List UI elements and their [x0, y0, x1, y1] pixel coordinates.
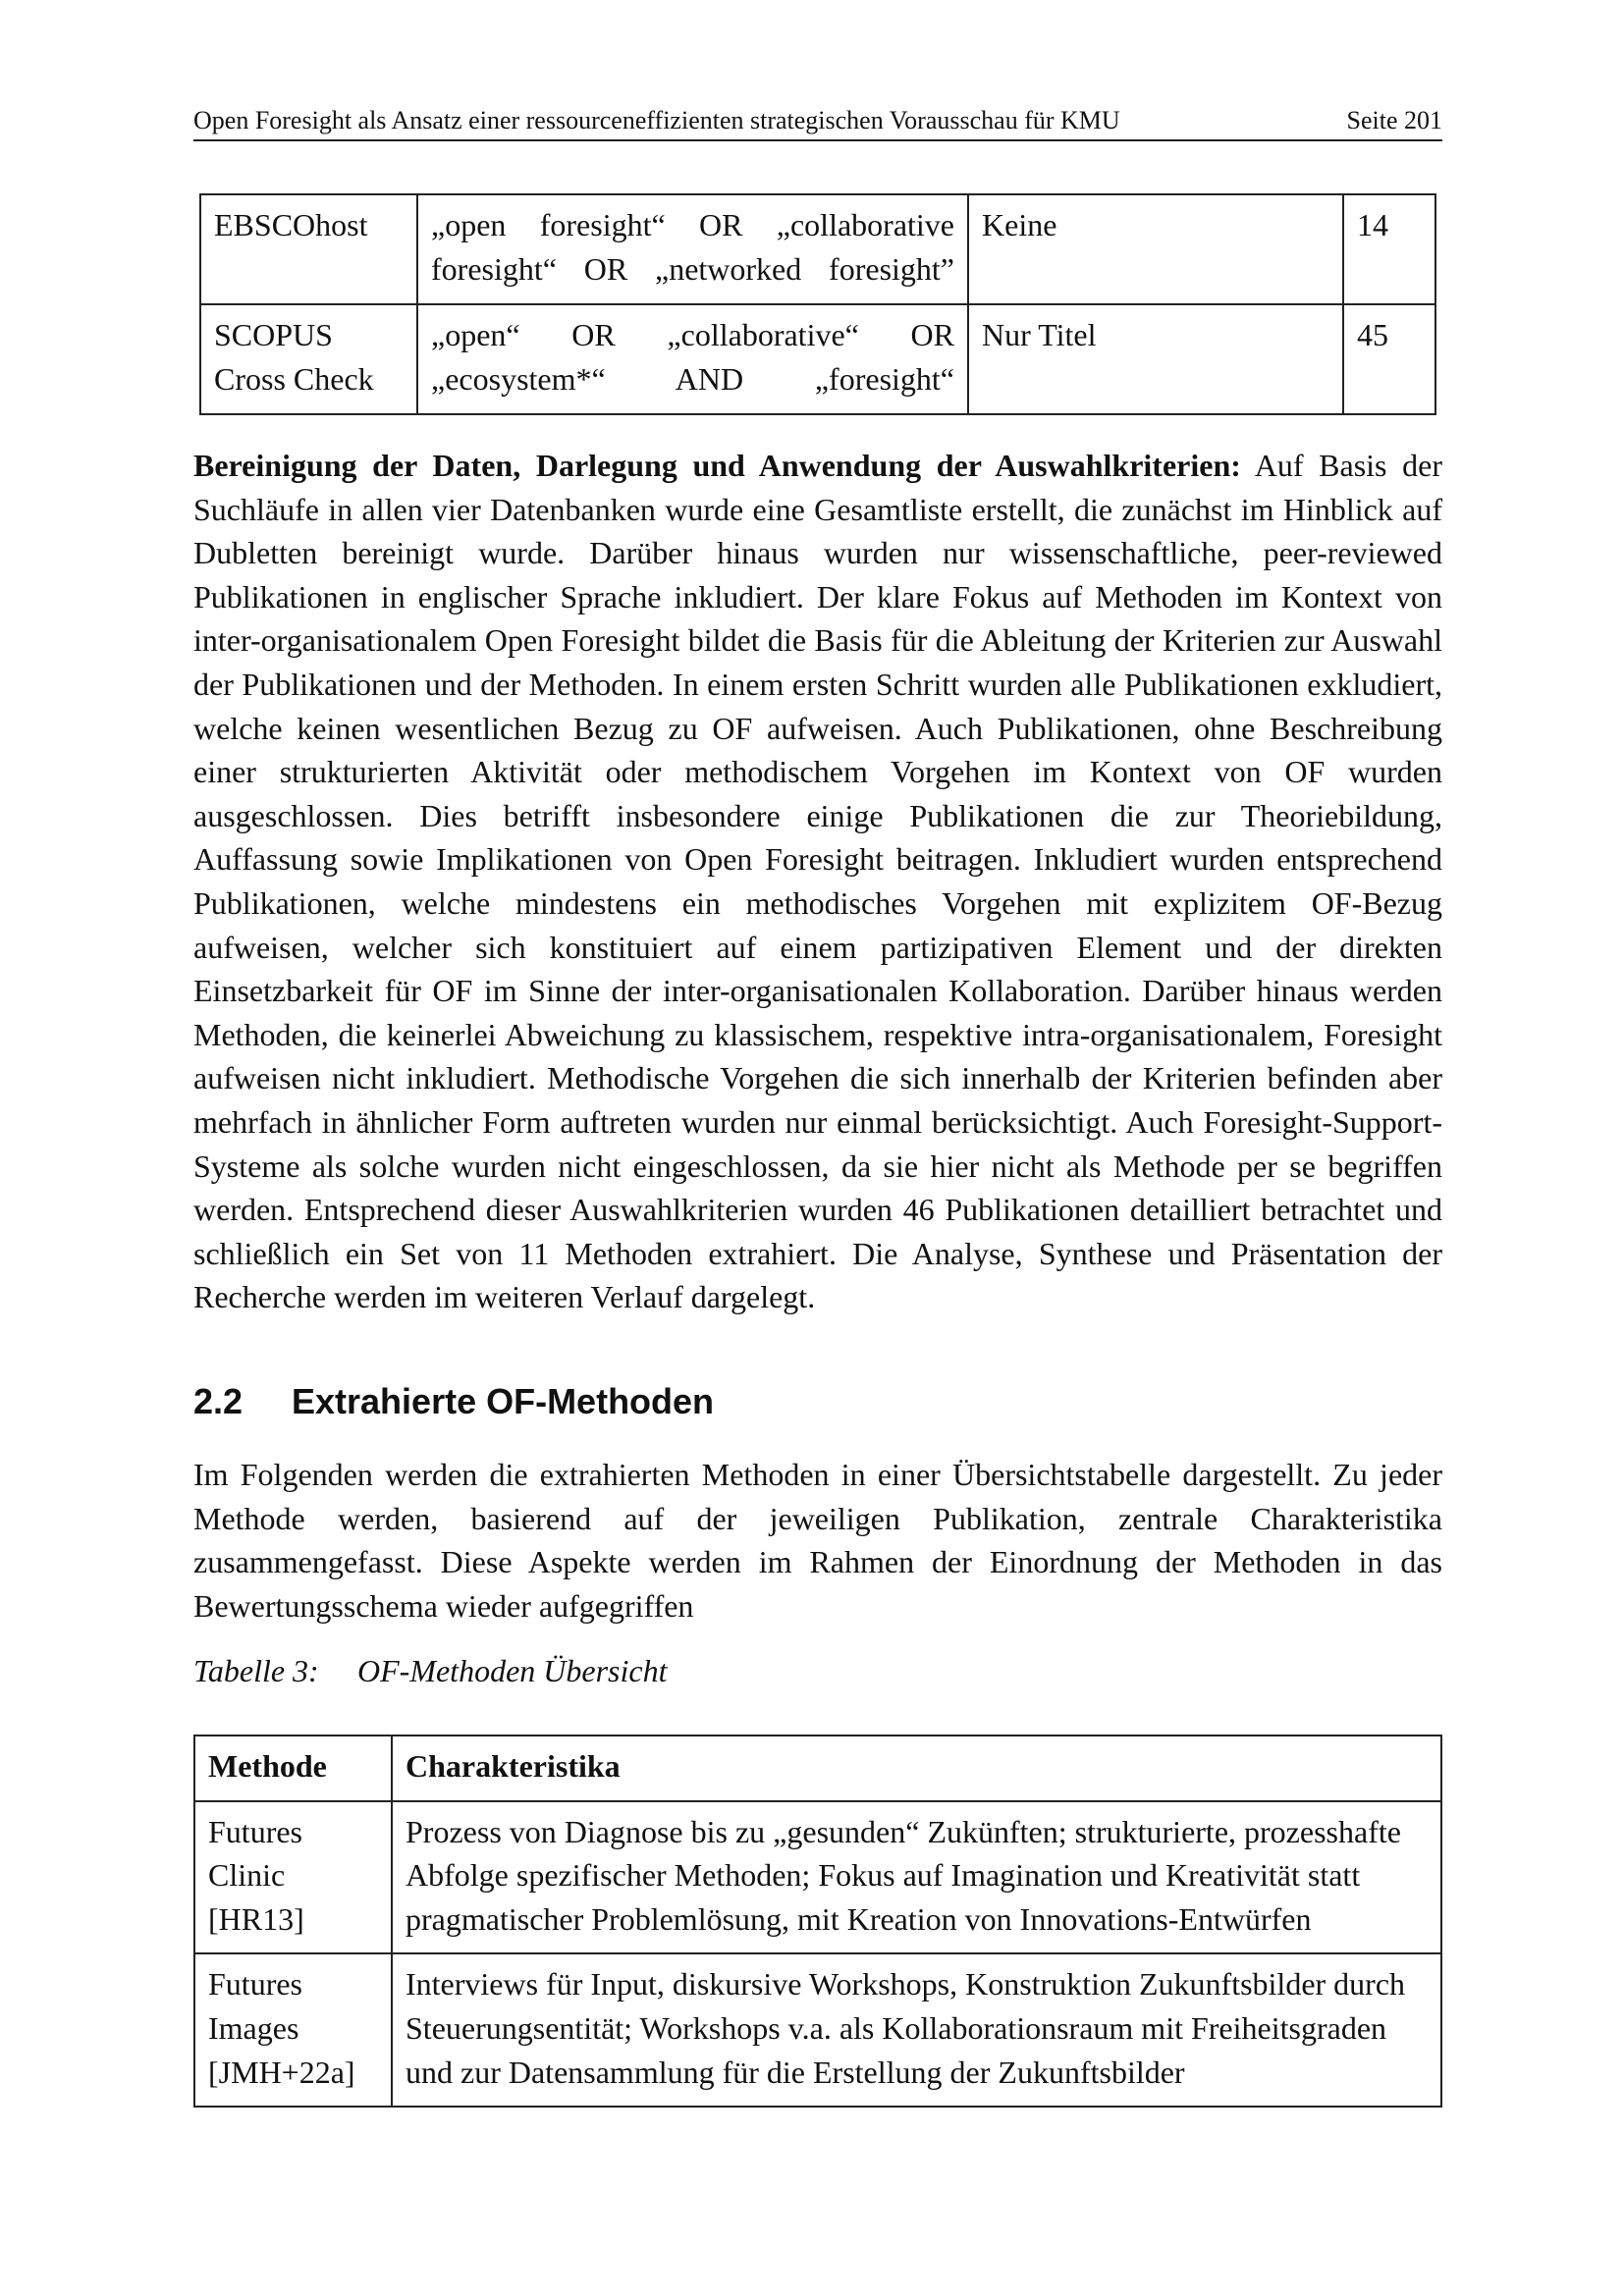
count-cell: 14: [1343, 194, 1435, 304]
search-table: [199, 193, 1436, 415]
methods-table: [193, 1735, 1442, 2108]
table-row: [200, 194, 1435, 304]
characteristics-cell: Interviews für Input, diskursive Workshops, Konstruktion Zukunftsbilder durch Steuerungsentität; Workshops v.a. als Kollaborationsraum mit Freiheitsgraden und zur Datensammlung für die Erstellung der Zukunftsbilder: [392, 1953, 1441, 2107]
query-cell: „open foresight“ OR „collaborative foresight“ OR „networked foresight”: [417, 194, 968, 304]
method-name: Futures Clinic: [208, 1813, 302, 1894]
running-header-title: Open Foresight als Ansatz einer ressourceneffizienten strategischen Vorausschau für KMU: [193, 106, 1120, 134]
table-row: [200, 304, 1435, 414]
running-header: [193, 106, 1442, 141]
table-caption: [193, 1653, 667, 1689]
page-number: Seite 201: [1346, 106, 1442, 134]
section-title: Extrahierte OF-Methoden: [292, 1381, 715, 1421]
method-name: Futures Images: [208, 1966, 302, 2046]
method-ref: [HR13]: [208, 1900, 304, 1937]
caption-label: Tabelle 3:: [193, 1653, 319, 1688]
characteristics-cell: Prozess von Diagnose bis zu „gesunden“ Zukünften; strukturierte, prozesshafte Abfolge spezifischer Methoden; Fokus auf Imagination und Kreativität statt pragmatischer Problemlösung, mit Kreation von Innovations-Entwürfen: [392, 1801, 1441, 1954]
database-cell: EBSCOhost: [200, 194, 417, 304]
paragraph-body: Auf Basis der Suchläufe in allen vier Datenbanken wurde eine Gesamtliste erstellt, die zunächst im Hinblick auf Dubletten bereinigt wurde. Darüber hinaus wurden nur wissenschaftliche, peer-reviewed Publikationen in englischer Sprache inkludiert. Der klare Fokus auf Methoden im Kontext von inter-organisationalem Open Foresight bildet die Basis für die Ableitung der Kriterien zur Auswahl der Publikationen und der Methoden. In einem ersten Schritt wurden alle Publikationen exkludiert, welche keinen wesentlichen Bezug zu OF aufweisen. Auch Publikationen, ohne Beschreibung einer strukturierten Aktivität oder methodischem Vorgehen im Kontext von OF wurden ausgeschlossen. Dies betrifft insbesondere einige Publikationen die zur Theoriebildung, Auffassung sowie Implikationen von Open Foresight beitragen. Inkludiert wurden entsprechend Publikationen, welche mindestens ein methodisches Vorgehen mit explizitem OF-Bezug aufweisen, welcher sich konstituiert auf einem partizipativen Element und der direkten Einsetzbarkeit für OF im Sinne der inter-organisationalen Kollaboration. Darüber hinaus werden Methoden, die keinerlei Abweichung zu klassischem, respektive intra-organisationalem, Foresight aufweisen nicht inkludiert. Methodische Vorgehen die sich innerhalb der Kriterien befinden aber mehrfach in ähnlicher Form auftreten wurden nur einmal berücksichtigt. Auch Foresight-Support-Systeme als solche wurden nicht eingeschlossen, da sie hier nicht als Methode per se begriffen werden. Entsprechend dieser Auswahlkriterien wurden 46 Publikationen detailliert betrachtet und schließlich ein Set von 11 Methoden extrahiert. Die Analyse, Synthese und Präsentation der Recherche werden im weiteren Verlauf dargelegt.: [193, 448, 1443, 1315]
paragraph-lead: Bereinigung der Daten, Darlegung und Anwendung der Auswahlkriterien:: [193, 448, 1241, 483]
table-row: [194, 1801, 1441, 1954]
intro-paragraph: Im Folgenden werden die extrahierten Methoden in einer Übersichtstabelle dargestellt. Zu jeder Methode werden, basierend auf der jeweiligen Publikation, zentrale Charakteristika zusammengefasst. Diese Aspekte werden im Rahmen der Einordnung der Methoden in das Bewertungsschema wieder aufgegriffen: [193, 1457, 1442, 1624]
method-ref: [JMH+22a]: [208, 2054, 355, 2090]
caption-text: OF-Methoden Übersicht: [357, 1653, 668, 1688]
table-header-row: [194, 1735, 1441, 1801]
method-cell: [194, 1801, 392, 1954]
section-heading: [193, 1381, 714, 1422]
section-number: 2.2: [193, 1381, 244, 1421]
database-cell: SCOPUS Cross Check: [200, 304, 417, 414]
restriction-cell: Nur Titel: [968, 304, 1343, 414]
selection-criteria-paragraph: [193, 444, 1442, 1319]
method-cell: [194, 1953, 392, 2107]
column-header-method: Methode: [194, 1735, 392, 1801]
restriction-cell: Keine: [968, 194, 1343, 304]
count-cell: 45: [1343, 304, 1435, 414]
column-header-characteristics: Charakteristika: [392, 1735, 1441, 1801]
query-cell: „open“ OR „collaborative“ OR „ecosystem*“ AND „foresight“: [417, 304, 968, 414]
table-row: [194, 1953, 1441, 2107]
